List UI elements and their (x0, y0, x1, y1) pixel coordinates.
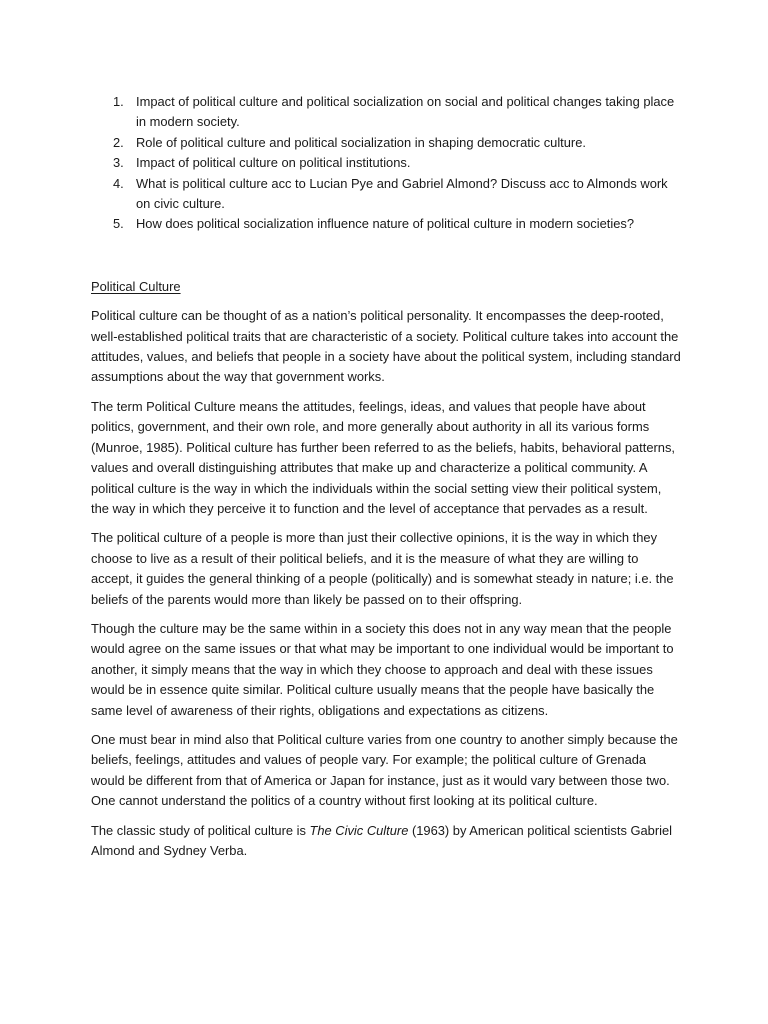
paragraph-1: Political culture can be thought of as a nation’s political personality. It encompasses the deep-rooted, well-established political traits that are characteristic of a society. Political culture takes into account the attitudes, values, and beliefs that people in a society have about the political system, including standard assumptions about the way that government works. (91, 308, 681, 385)
document-content (91, 92, 681, 861)
list-item-text: Role of political culture and political socialization in shaping democratic culture. (136, 134, 586, 150)
list-item-text: Impact of political culture and political socialization on social and political changes taking place in modern society. (136, 94, 675, 130)
list-item (91, 174, 681, 215)
section-heading: Political Culture (91, 278, 181, 294)
list-item (91, 153, 681, 173)
closing-paragraph (91, 821, 681, 862)
paragraph-5: One must bear in mind also that Political culture varies from one country to another simply because the beliefs, feelings, attitudes and values of people vary. For example; the political culture of Grenada would be different from that of America or Japan for instance, just as it would vary between those two. One cannot understand the politics of a country without first looking at its political culture. (91, 731, 678, 809)
section-heading-wrap (91, 235, 681, 297)
list-item-number: 2. (113, 134, 124, 150)
paragraph-3: The political culture of a people is more than just their collective opinions, it is the way in which they choose to live as a result of their political beliefs, and it is the measure of what they are willing to accept, it guides the general thinking of a people (politically) and is somewhat steady in nature; i.e. the beliefs of the parents would more than likely be passed on to their offspring. (91, 530, 674, 607)
list-item-number: 3. (113, 155, 124, 171)
question-list (91, 92, 681, 235)
list-item (91, 92, 681, 133)
closing-text-after: (1963) by American political scientists Gabriel Almond and Sydney Verba. (91, 822, 673, 858)
list-item (91, 214, 681, 234)
paragraph-4: Though the culture may be the same within in a society this does not in any way mean that the people would agree on the same issues or that what may be important to one individual would be important to another, it simply means that the way in which they choose to approach and deal with these issues would be in essence quite similar. Political culture usually means that the people have basically the same level of awareness of their rights, obligations and expectations as citizens. (91, 620, 674, 718)
list-item-number: 4. (113, 175, 124, 191)
list-item-text: What is political culture acc to Lucian Pye and Gabriel Almond? Discuss acc to Almonds work on civic culture. (136, 175, 668, 212)
paragraph-2: The term Political Culture means the attitudes, feelings, ideas, and values that people have about politics, government, and their own role, and more generally about authority in all its various forms (Munroe, 1985). Political culture has further been referred to as the beliefs, habits, behavioral patterns, values and overall distinguishing attributes that make up and characterize a political community. A political culture is the way in which the individuals within the social setting view their political system, the way in which they perceive it to function and the level of acceptance that pervades as a result. (91, 398, 675, 516)
list-item-number: 5. (113, 216, 124, 232)
book-title: The Civic Culture (309, 822, 409, 838)
list-item-text: Impact of political culture on political institutions. (136, 155, 411, 171)
list-item-text: How does political socialization influence nature of political culture in modern societies? (136, 216, 634, 232)
list-item (91, 133, 681, 153)
list-item-number: 1. (113, 94, 124, 109)
closing-text-before: The classic study of political culture is (91, 822, 310, 838)
